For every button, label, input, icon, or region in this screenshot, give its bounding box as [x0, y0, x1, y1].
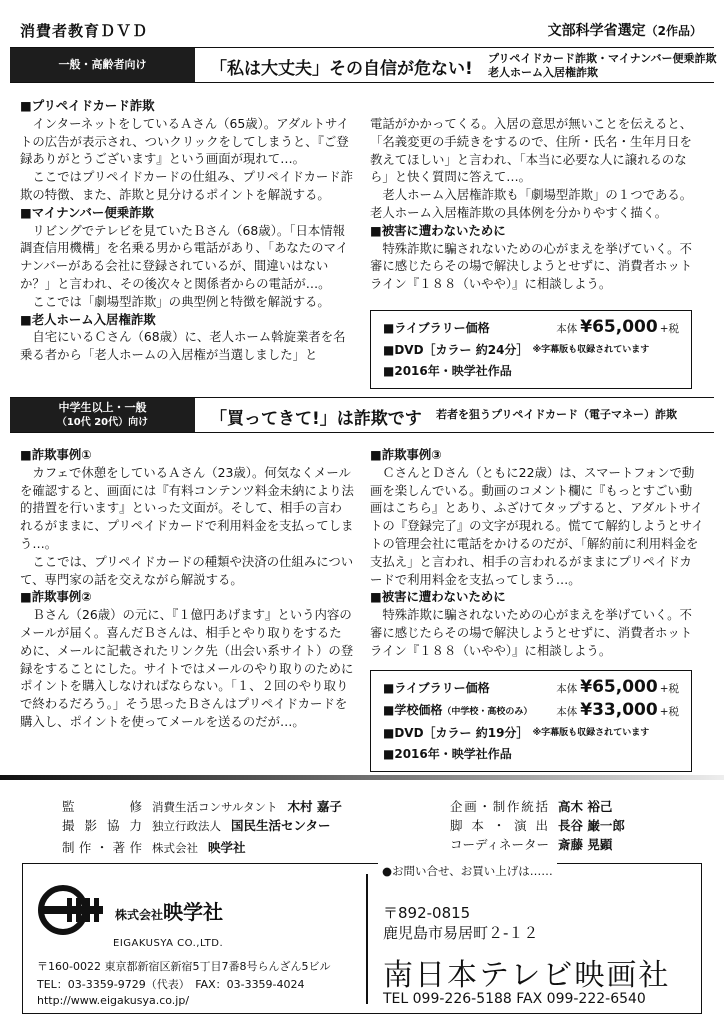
selection-text: 文部科学省選定	[547, 23, 646, 39]
dvd1-heading-prevention: ■被害に遭わないために	[370, 222, 506, 238]
credit-production-role: 制作・著作	[62, 840, 142, 855]
company-name-main: 映学社	[163, 899, 224, 924]
dvd1-text-nursing-home-explain: 老人ホーム入居権詐欺も「劇場型詐欺」の１つである。老人ホーム入居権詐欺の具体例を分かりやすく描く。	[370, 187, 693, 220]
dvd1-text-mynumber: リビングでテレビを見ていたＢさん（68歳）。「日本情報調査信用機構」を名乗る男から電話があり、「あなたのマイナンバーがある会社に登録されているが、間違いはないか？」と言われ、その後次々と関係者からの電話が…。	[20, 222, 349, 291]
dvd2-text-case1: カフェで休憩をしているＡさん（23歳）。何気なくメールを確認すると、画面には『有料コンテンツ料金未納により法的措置を行います』といった文面が。そして、相手の言われるがままに、プリペイドカードで利用料金を支払ってしまう…。	[20, 464, 354, 551]
dvd2-library-label: ■ライブラリー価格	[383, 681, 490, 695]
selection-count: （2作品）	[645, 24, 702, 38]
dvd2-school-honbody: 本体	[556, 706, 578, 718]
dvd1-subtitle-line1: プリペイドカード詐欺・マイナンバー便乗詐欺	[488, 52, 717, 65]
brochure-title: 消費者教育ＤＶＤ	[20, 22, 149, 40]
credit-supervision-org: 消費生活コンサルタント	[152, 800, 278, 814]
dvd1-target-box	[10, 48, 195, 82]
dvd1-year-label: ■2016年・映学社作品	[383, 364, 512, 378]
selection-label	[548, 20, 702, 40]
credit-filming	[62, 816, 331, 834]
credit-coordinator	[450, 835, 612, 853]
credit-filming-role: 撮影協力	[62, 818, 142, 833]
company-name	[115, 896, 223, 925]
dvd2-left-column	[20, 446, 354, 731]
dvd1-title-bar	[10, 47, 717, 83]
dvd2-target-line1: 中学生以上・一般	[58, 401, 147, 415]
credit-coordinator-name: 斎藤 晃顕	[558, 837, 613, 852]
dvd2-heading-case3: ■詐欺事例③	[370, 447, 442, 462]
dvd1-heading-mynumber: ■マイナンバー便乗詐欺	[20, 204, 154, 220]
company-name-prefix: 株式会社	[115, 907, 164, 922]
dvd1-year-row	[383, 361, 679, 382]
credit-filming-name: 国民生活センター	[231, 818, 331, 833]
company-tel-fax: TEL：03-3359-9729（代表） FAX：03-3359-4024	[37, 978, 305, 991]
credit-production	[62, 838, 246, 856]
dvd1-left-column	[20, 97, 354, 364]
dvd2-target-box	[10, 398, 195, 432]
dvd1-right-column	[370, 115, 704, 293]
credit-filming-org: 独立行政法人	[152, 819, 221, 833]
footer-divider	[0, 775, 724, 780]
dvd2-text-case3: ＣさんとＤさん（ともに22歳）は、スマートフォンで動画を楽しんでいる。動画のコメント欄に『もっとすごい動画はこちら』とあり、ふざけてタップすると、アダルトサイトの『登録完了』の文字が現れる。慌てて解約しようとサイトの管理会社に電話をかけるのだが、「解約前に利用料金を支払え」と言われ、相手の言われるがままにプリペイドカードで利用料金を支払ってしまう…。	[370, 464, 704, 587]
dvd2-text-case1-explain: ここでは、プリペイドカードの種類や決済の仕組みについて、専門家の話を交えながら解説する。	[20, 553, 354, 587]
dvd2-dvd-note: ※字幕版も収録されています	[532, 728, 650, 738]
dvd1-library-honbody: 本体	[556, 323, 578, 335]
dvd2-right-column	[370, 446, 704, 660]
contact-box	[22, 863, 702, 1014]
dvd2-dvd-label: ■DVD［カラー 約19分］	[383, 726, 529, 740]
dvd1-library-amount: ¥65,000	[580, 317, 658, 337]
dvd2-school-tax: +税	[659, 706, 679, 718]
dvd2-heading-case1: ■詐欺事例①	[20, 447, 92, 462]
dvd1-heading-prepaid: ■プリペイドカード詐欺	[20, 98, 155, 113]
dvd2-library-price-row	[383, 677, 679, 700]
dvd1-target: 一般・高齢者向け	[58, 57, 147, 71]
credit-script-name: 長谷 巌一郎	[558, 818, 625, 833]
inquiry-label: ●お問い合せ、お買い上げは……	[378, 863, 557, 879]
dvd2-library-amount: ¥65,000	[580, 677, 658, 697]
credit-coordinator-role: コーディネーター	[450, 837, 550, 852]
credit-supervision-name: 木村 嘉子	[287, 799, 342, 814]
dvd2-title-bar	[10, 397, 714, 433]
dvd2-school-label-text: ■学校価格	[383, 703, 443, 717]
dvd1-text-prepaid: インターネットをしているＡさん（65歳）。アダルトサイトの広告が表示され、ついクリックをしてしまうと、『ご登録ありがとうございます』という画面が現れて…。	[20, 115, 349, 167]
credit-supervision	[62, 797, 342, 815]
dvd1-headline: 「私は大丈夫」その自信が危ない!	[210, 59, 473, 79]
dvd1-dvd-note: ※字幕版も収録されています	[532, 345, 650, 355]
dvd1-text-prepaid-explain: ここではプリペイドカードの仕組み、プリペイドカード詐欺の特徴、また、詐欺と見分けるポイントを解説する。	[20, 169, 354, 202]
dvd2-year-row	[383, 744, 679, 765]
credit-script-role: 脚本・演出	[450, 818, 548, 833]
distributor-address: 鹿児島市易居町２-１２	[383, 924, 539, 942]
dvd2-target-line2: （10代 20代）向け	[56, 416, 149, 428]
credit-planning-role: 企画・制作統括	[450, 799, 548, 814]
dvd1-dvd-label: ■DVD［カラー 約24分］	[383, 343, 529, 357]
dvd2-year-label: ■2016年・映学社作品	[383, 747, 512, 761]
company-url[interactable]: http://www.eigakusya.co.jp/	[37, 994, 190, 1007]
credit-supervision-role: 監修	[62, 799, 142, 814]
dvd2-heading-prevention: ■被害に遭わないために	[370, 589, 506, 605]
dvd1-subtitle	[488, 52, 716, 81]
credit-production-name: 映学社	[208, 840, 246, 855]
credit-planning-name: 高木 裕己	[558, 799, 613, 814]
dvd1-text-prevention: 特殊詐欺に騙されないための心がまえを挙げていく。不審に感じたらその場で解決しようとせずに、消費者ホットライン『１８８（いやや）』に相談しよう。	[370, 240, 693, 292]
eigakusya-logo-icon	[37, 884, 109, 936]
dvd2-text-prevention: 特殊詐欺に騙されないための心がまえを挙げていく。不審に感じたらその場で解決しようとせずに、消費者ホットライン『１８８（いやや）』に相談しよう。	[370, 607, 693, 658]
dvd1-library-price-row	[383, 317, 679, 340]
credit-planning	[450, 797, 612, 815]
contact-separator	[366, 874, 368, 1004]
dvd2-price-box	[370, 670, 692, 772]
dvd2-heading-case2: ■詐欺事例②	[20, 589, 92, 605]
credit-production-org: 株式会社	[152, 841, 198, 855]
dvd1-text-nursing-home: 自宅にいるＣさん（68歳）に、老人ホーム斡旋業者を名乗る者から「老人ホームの入居権が当選しました」と	[20, 329, 346, 363]
dvd1-subtitle-line2: 老人ホーム入居権詐欺	[488, 66, 598, 80]
dvd2-school-price-row	[383, 700, 679, 723]
distributor-tel-fax: TEL 099-226-5188 FAX 099-222-6540	[383, 991, 646, 1007]
dvd2-headline: 「買ってきて!」は詐欺です	[210, 409, 422, 429]
dvd1-heading-nursing-home: ■老人ホーム入居権詐欺	[20, 311, 156, 327]
company-address: 〒160-0022 東京都新宿区新宿5丁目7番8号らんざん5ビル	[37, 960, 331, 973]
company-name-en: EIGAKUSYA CO.,LTD.	[113, 938, 224, 949]
dvd2-text-case2: Ｂさん（26歳）の元に、『１億円あげます』という内容のメールが届く。喜んだＢさんは、相手とやり取りをするために、メールに記載されたリンク先（出会い系サイト）の登録をすることにした。サイトではメールのやり取りのためにポイントを購入しなければならない。「１、２回のやり取りで終わるだろう。」そう思ったＢさんはプリペイドカードを購入し、ポイントを使ってメールを送るのだが…。	[20, 607, 354, 729]
dvd2-dvd-row	[383, 723, 679, 744]
dvd1-price-box	[370, 310, 692, 389]
credit-script	[450, 816, 625, 834]
dvd1-text-nursing-home-cont: 電話がかかってくる。入居の意思が無いことを伝えると、「名義変更の手続きをするので、住所・氏名・生年月日を教えてほしい」と言われ、「本当に必要な人に譲れるのなら」と快く質問に答えて…。	[370, 116, 693, 185]
dvd1-dvd-row	[383, 340, 679, 361]
dvd2-library-tax: +税	[659, 683, 679, 695]
dvd2-school-label	[383, 700, 532, 723]
dvd2-library-honbody: 本体	[556, 683, 578, 695]
distributor-zip: 〒892-0815	[383, 904, 471, 922]
dvd2-school-note: （中学校・高校のみ）	[442, 707, 533, 717]
distributor-name: 南日本テレビ映画社	[383, 958, 671, 993]
dvd1-library-tax: +税	[659, 323, 679, 335]
dvd2-subtitle: 若者を狙うプリペイドカード（電子マネー）詐欺	[436, 408, 678, 421]
dvd1-text-theater: ここでは「劇場型詐欺」の典型例と特徴を解説する。	[32, 293, 330, 309]
dvd2-school-amount: ¥33,000	[580, 700, 658, 720]
dvd1-library-label: ■ライブラリー価格	[383, 321, 490, 335]
company-logo	[37, 884, 223, 936]
